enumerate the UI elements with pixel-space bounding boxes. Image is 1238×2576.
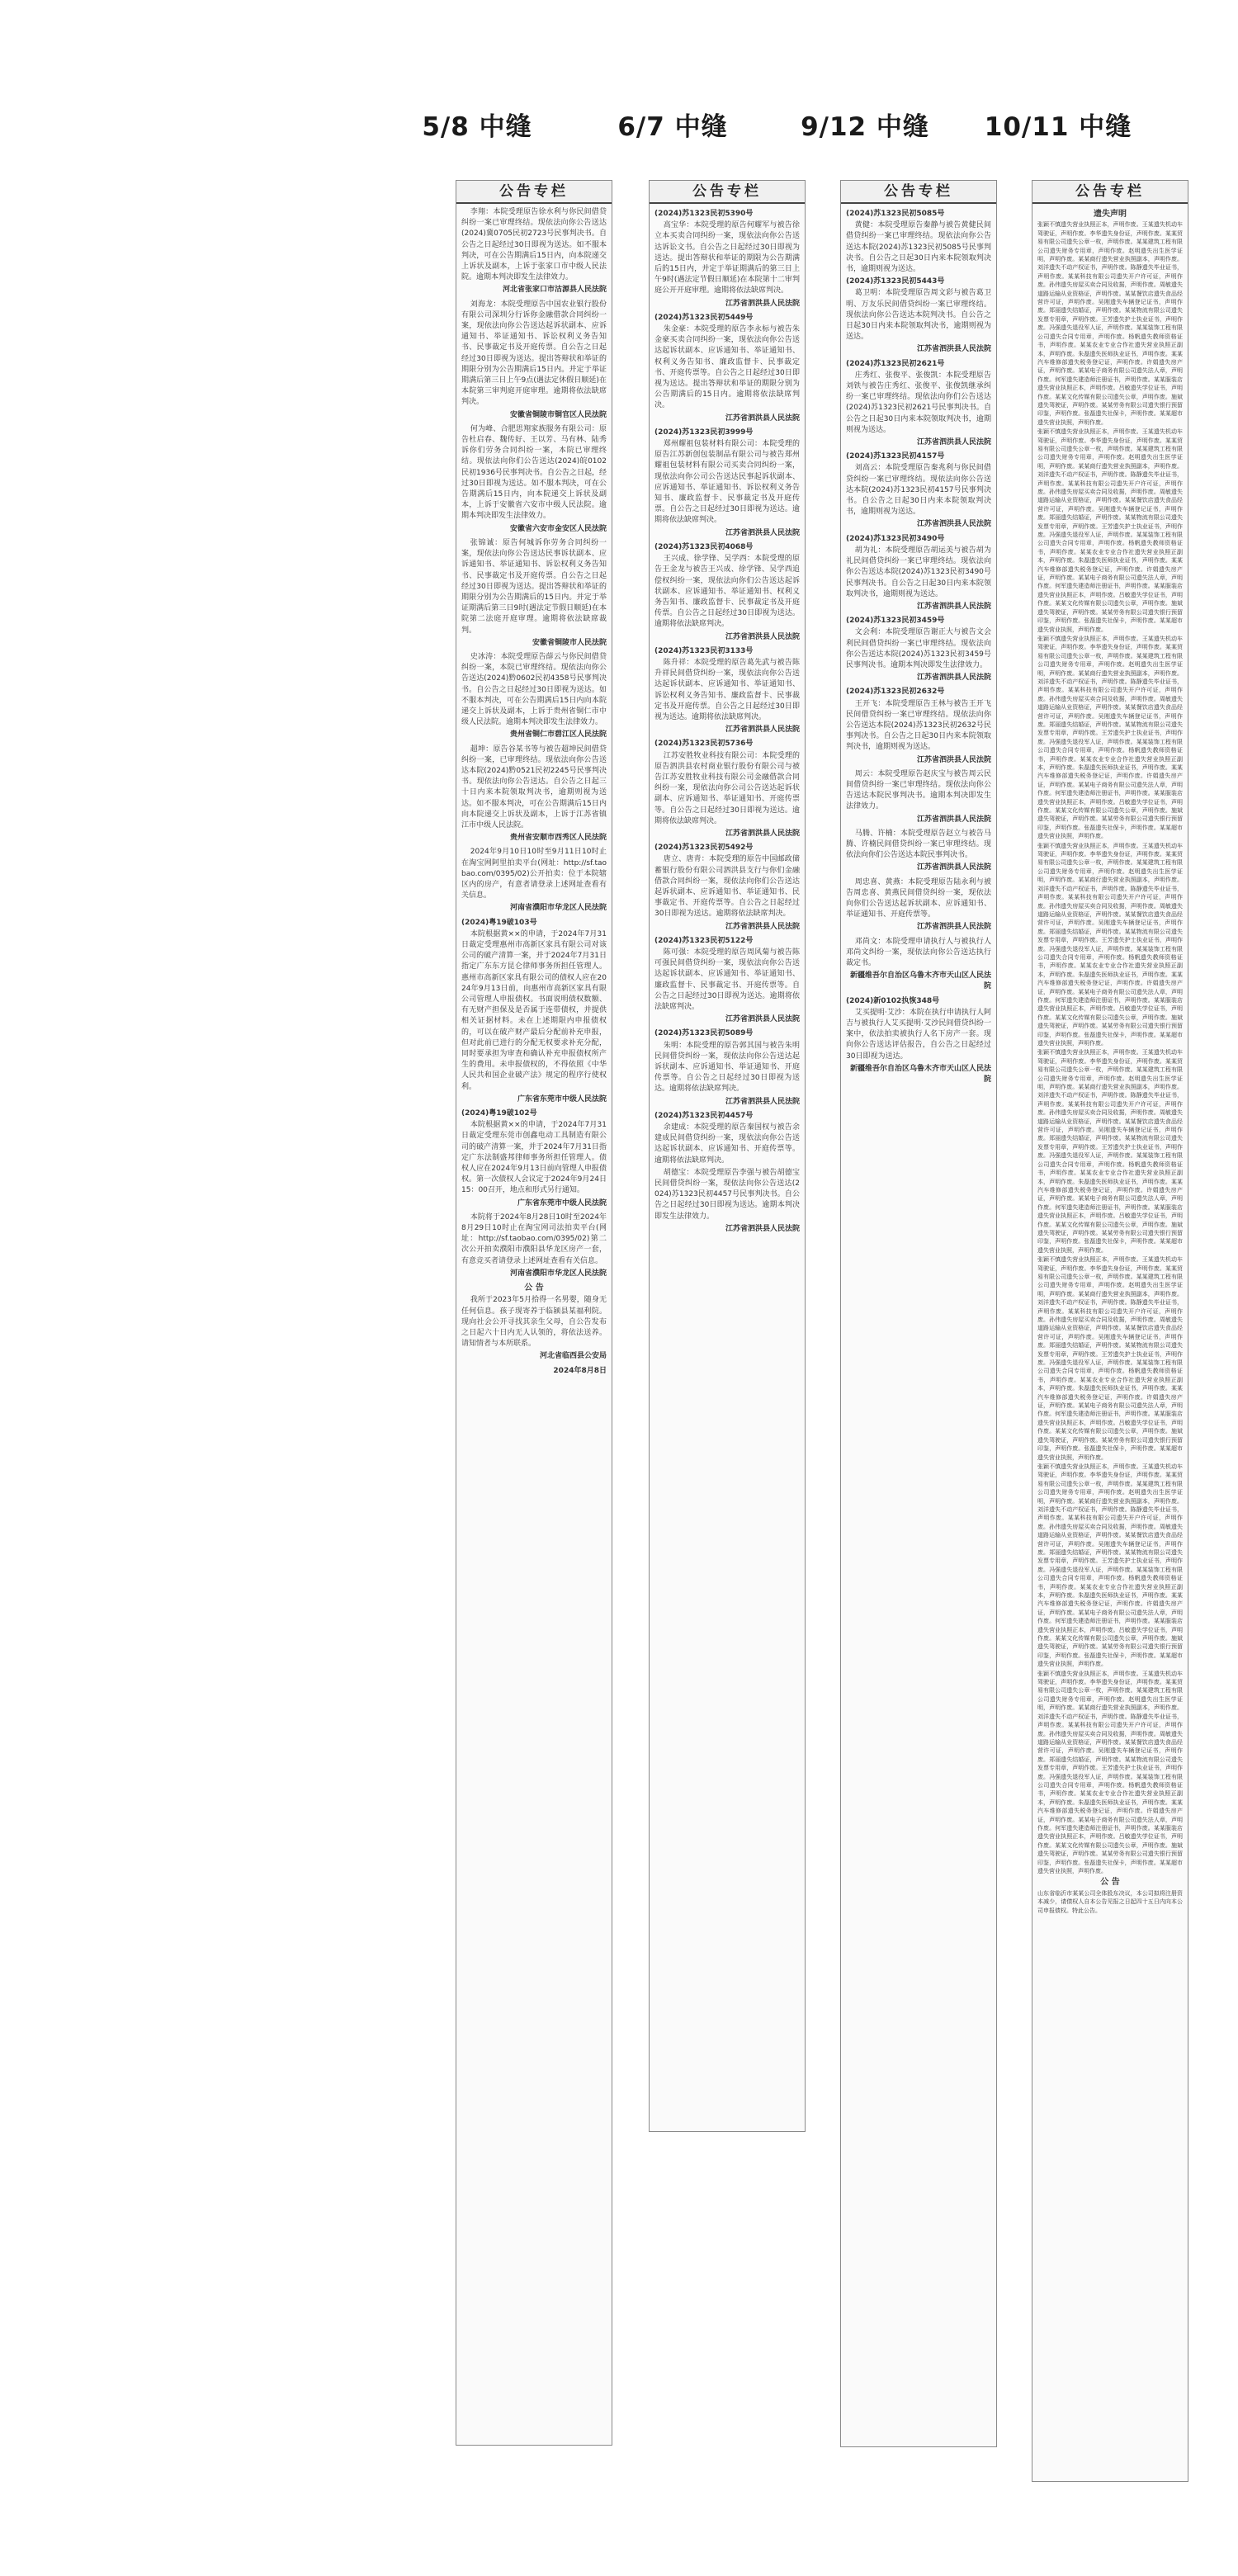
column-heading: 公告专栏 [1032,181,1188,204]
case-number: (2024)苏1323民初5122号 [654,936,754,945]
notice-paragraph: 刘高云：本院受理原告秦兆利与你民间借贷纠纷一案已审理终结。现依法向你公告送达本院(2024)苏1323民初4157号民事判决书。自公告之日起30日内来本院领取判决书，逾期则视为送达。 [846,464,991,517]
court-signature: 新疆维吾尔自治区乌鲁木齐市天山区人民法院 [849,971,991,991]
notice-paragraph: 王兴成、徐学锋、吴学西：本院受理的原告王金龙与被告王兴成、徐学锋、吴学西追偿权纠纷一案，现依法向你们公告送达起诉状副本、应诉通知书、举证通知书、权利义务告知书、廉政监督卡、民事裁定书及开庭传票。自公告之日起经过30日即视为送达。逾期将依法缺席判决。 [654,555,800,629]
case-number: (2024)苏1323民初5085号 [846,210,945,218]
court-signature: 河北省张家口市沽源县人民法院 [502,286,607,295]
notice-paragraph: 艾买提明·艾沙：本院在执行申请执行人阿吉与被执行人艾买提明·艾沙民间借贷纠纷一案中，依法拍卖被执行人名下房产一套。现向你公告送达评估报告，自公告之日起经过30日即视为送达。 [846,1008,991,1061]
court-signature: 江苏省泗洪县人民法院 [916,755,991,764]
court-signature: 江苏省泗洪县人民法院 [916,863,991,872]
column-heading: 公告专栏 [841,181,996,204]
notice-title: 公 告 [524,1283,544,1293]
notice-paragraph: 周云：本院受理原告赵庆宝与被告周云民间借贷纠纷一案已审理终结。现依法向你公告送达本院民事判决书。逾期本判决即发生法律效力。 [846,769,991,811]
notice-paragraph: 黄健：本院受理原告秦静与被告黄健民间借贷纠纷一案已审理终结。现依法向你公告送达本院(2024)苏1323民初5085号民事判决书。自公告之日起30日内来本院领取判决书，逾期则视为送达。 [846,221,991,274]
date-label-2: 6/7 中缝 [617,112,728,142]
notice-paragraph: 王开飞：本院受理原告王林与被告王开飞民间借贷纠纷一案已审理终结。现依法向你公告送达本院(2024)苏1323民初2632号民事判决书。自公告之日起30日内来本院领取判决书，逾期则视为送达。 [846,699,991,752]
column-body [841,204,996,1094]
notice-paragraph: 高宝华：本院受理的原告何耀军与被告徐立本买卖合同纠纷一案，现依法向你公告送达诉讼文书。自公告之日起经过30日即视为送达。提出答辩状和举证的期限为公告期满后的15日内，并定于举证期满后的第三日上午9时(遇法定节假日顺延)在本院第十二审判庭公开开庭审理。逾期将依法缺席判决。 [654,221,800,295]
court-signature: 江苏省泗洪县人民法院 [725,299,800,308]
case-number: (2024)苏1323民初5449号 [654,313,754,322]
lost-notice-text: 张颖不慎遗失营业执照正本，声明作废。王某遗失机动车驾驶证，声明作废。李华遗失身份证，声明作废。某某贸易有限公司遗失公章一枚，声明作废。某某建筑工程有限公司遗失财务专用章，声明作废。赵明遗失出生医学证明，声明作废。某某商行遗失营业执照副本，声明作废。刘洋遗失不动产权证书，声明作废。陈静遗失毕业证书，声明作废。某某科技有限公司遗失开户许可证，声明作废。孙伟遗失房屋买卖合同及收据，声明作废。周敏遗失道路运输从业资格证，声明作废。某某餐饮店遗失食品经营许可证，声明作废。吴刚遗失车辆登记证书，声明作废。郑丽遗失结婚证，声明作废。某某物流有限公司遗失发票专用章，声明作废。王芳遗失护士执业证书，声明作废。冯强遗失退役军人证，声明作废。某某装饰工程有限公司遗失合同专用章，声明作废。杨帆遗失教师资格证书，声明作废。某某农业专业合作社遗失营业执照正副本，声明作废。朱磊遗失医师执业证书，声明作废。某某汽车维修部遗失税务登记证，声明作废。许娟遗失房产证，声明作废。某某电子商务有限公司遗失法人章，声明作废。何军遗失建造师注册证书，声明作废。某某服装店遗失营业执照正本，声明作废。吕敏遗失学位证书，声明作废。某某文化传媒有限公司遗失公章，声明作废。施斌遗失驾驶证，声明作废。某某劳务有限公司遗失银行预留印鉴，声明作废。张磊遗失社保卡，声明作废。某某超市遗失营业执照，声明作废。 [1037,635,1183,840]
case-number: (2024)粤19破103号 [461,918,537,927]
notice-paragraph: 张锦诚：原告何城诉你劳务合同纠纷一案，现依法向你公告送达民事诉状副本、应诉通知书、举证通知书、诉讼权利义务告知书、民事裁定书及开庭传票。自公告之日起经过30日即视为送达。提出答辩状和举证的期限分别为公告期满后的15日内。并定于举证期满后第三日9时(遇法定节假日顺延)在本院第二法庭开庭审理。逾期将依法缺席裁判。 [461,538,607,635]
court-signature: 江苏省泗洪县人民法院 [725,414,800,423]
court-signature: 江苏省泗洪县人民法院 [916,923,991,932]
court-signature: 贵州省安顺市西秀区人民法院 [509,834,607,843]
court-signature: 江苏省泗洪县人民法院 [725,1224,800,1233]
notice-column-1 [456,180,612,2446]
court-signature: 广东省东莞市中级人民法院 [517,1094,607,1104]
case-number: (2024)粤19破102号 [461,1109,537,1118]
lost-notice-text: 张颖不慎遗失营业执照正本，声明作废。王某遗失机动车驾驶证，声明作废。李华遗失身份证，声明作废。某某贸易有限公司遗失公章一枚，声明作废。某某建筑工程有限公司遗失财务专用章，声明作废。赵明遗失出生医学证明，声明作废。某某商行遗失营业执照副本，声明作废。刘洋遗失不动产权证书，声明作废。陈静遗失毕业证书，声明作废。某某科技有限公司遗失开户许可证，声明作废。孙伟遗失房屋买卖合同及收据，声明作废。周敏遗失道路运输从业资格证，声明作废。某某餐饮店遗失食品经营许可证，声明作废。吴刚遗失车辆登记证书，声明作废。郑丽遗失结婚证，声明作废。某某物流有限公司遗失发票专用章，声明作废。王芳遗失护士执业证书，声明作废。冯强遗失退役军人证，声明作废。某某装饰工程有限公司遗失合同专用章，声明作废。杨帆遗失教师资格证书，声明作废。某某农业专业合作社遗失营业执照正副本，声明作废。朱磊遗失医师执业证书，声明作废。某某汽车维修部遗失税务登记证，声明作废。许娟遗失房产证，声明作废。某某电子商务有限公司遗失法人章，声明作废。何军遗失建造师注册证书，声明作废。某某服装店遗失营业执照正本，声明作废。吕敏遗失学位证书，声明作废。某某文化传媒有限公司遗失公章，声明作废。施斌遗失驾驶证，声明作废。某某劳务有限公司遗失银行预留印鉴，声明作废。张磊遗失社保卡，声明作废。某某超市遗失营业执照，声明作废。 [1037,1049,1183,1254]
notice-paragraph: 邓尚文：本院受理申请执行人与被执行人邓尚文纠纷一案，现依法向你公告送达执行裁定书。 [846,937,991,967]
notice-paragraph: 朱明：本院受理的原告郭其国与被告朱明民间借贷纠纷一案，现依法向你公告送达起诉状副本、应诉通知书、举证通知书、开庭传票等。自公告之日起经过30日即视为送达。逾期将依法缺席判决。 [654,1041,800,1094]
notice-paragraph: 唐立、唐青：本院受理的原告中国邮政储蓄银行股份有限公司泗洪县支行与你们金融借款合同纠纷一案，现依法向你们公告送达起诉状副本、应诉通知书、举证通知书、民事裁定书、开庭传票等。自公告之日起经过30日即视为送达。逾期将依法缺席判决。 [654,855,800,919]
court-signature: 江苏省泗洪县人民法院 [725,922,800,931]
column-heading: 公告专栏 [650,181,805,204]
column-body [456,204,612,1385]
notice-paragraph: 我所于2023年5月拾得一名男婴，随身无任何信息。孩子现寄养于临颍县某福利院。现向社会公开寻找其亲生父母，自公告发布之日起六十日内无人认领的，将依法送养。请知情者与本所联系。 [461,1296,607,1349]
notice-paragraph: 朱金豪：本院受理的原告李永标与被告朱金豪买卖合同纠纷一案，现依法向你公告送达起诉状副本、应诉通知书、举证通知书、权利义务告知书、廉政监督卡、民事裁定书、开庭传票等。自公告之日起经过30日即视为送达。提出答辩状和举证的期限分别为公告期满后的15日内。逾期将依法缺席判决。 [654,325,800,410]
notice-paragraph: 陈升祥：本院受理的原告葛先武与被告陈升祥民间借贷纠纷一案，现依法向你公告送达起诉状副本、应诉通知书、举证通知书、诉讼权利义务告知书、廉政监督卡、民事裁定书及开庭传票。自公告之日起经过30日即视为送达。逾期将依法缺席判决。 [654,658,800,721]
notice-paragraph: 庄秀红、张俊平、张俊凯：本院受理原告刘铁与被告庄秀红、张俊平、张俊凯继承纠纷一案已审理终结。现依法向你们公告送达(2024)苏1323民初2621号民事判决书。自公告之日起30日内来本院领取判决书，逾期则视为送达。 [846,371,991,434]
case-number: (2024)苏1323民初4157号 [846,452,945,461]
lost-notice-text: 张颖不慎遗失营业执照正本，声明作废。王某遗失机动车驾驶证，声明作废。李华遗失身份证，声明作废。某某贸易有限公司遗失公章一枚，声明作废。某某建筑工程有限公司遗失财务专用章，声明作废。赵明遗失出生医学证明，声明作废。某某商行遗失营业执照副本，声明作废。刘洋遗失不动产权证书，声明作废。陈静遗失毕业证书，声明作废。某某科技有限公司遗失开户许可证，声明作废。孙伟遗失房屋买卖合同及收据，声明作废。周敏遗失道路运输从业资格证，声明作废。某某餐饮店遗失食品经营许可证，声明作废。吴刚遗失车辆登记证书，声明作废。郑丽遗失结婚证，声明作废。某某物流有限公司遗失发票专用章，声明作废。王芳遗失护士执业证书，声明作废。冯强遗失退役军人证，声明作废。某某装饰工程有限公司遗失合同专用章，声明作废。杨帆遗失教师资格证书，声明作废。某某农业专业合作社遗失营业执照正副本，声明作废。朱磊遗失医师执业证书，声明作废。某某汽车维修部遗失税务登记证，声明作废。许娟遗失房产证，声明作废。某某电子商务有限公司遗失法人章，声明作废。何军遗失建造师注册证书，声明作废。某某服装店遗失营业执照正本，声明作废。吕敏遗失学位证书，声明作废。某某文化传媒有限公司遗失公章，声明作废。施斌遗失驾驶证，声明作废。某某劳务有限公司遗失银行预留印鉴，声明作废。张磊遗失社保卡，声明作废。某某超市遗失营业执照，声明作废。 [1037,842,1183,1047]
court-signature: 江苏省泗洪县人民法院 [916,345,991,354]
notice-paragraph: 余建成：本院受理的原告秦国权与被告余建成民间借贷纠纷一案，现依法向你公告送达起诉状副本、应诉通知书、开庭传票等。逾期将依法缺席判决。 [654,1123,800,1165]
notice-paragraph: 胡德宝：本院受理原告李强与被告胡德宝民间借贷纠纷一案，现依法向你公告送达(2024)苏1323民初4457号民事判决书。自公告之日起经过30日即视为送达。逾期本判决即发生法律效力。 [654,1168,800,1221]
court-signature: 江苏省泗洪县人民法院 [916,520,991,529]
case-number: (2024)苏1323民初3490号 [846,534,945,543]
court-signature: 江苏省泗洪县人民法院 [916,438,991,447]
case-number: (2024)苏1323民初4457号 [654,1111,754,1120]
court-signature: 广东省东莞市中级人民法院 [517,1198,607,1208]
notice-paragraph: 何为峰、合肥思翔家族服务有限公司：原告杜启春、魏传好、王以芳、马有林、陆秀诉你们劳务合同纠纷一案，本院已审理终结。现依法向你们公告送达(2024)皖0102民初1936号民事判决书。自公告之日起，经过30日即视为送达。如不服本判决，可在公告期满后15日内，向本院递交上诉状及副本，上诉于安徽省六安市中级人民法院。逾期本判决即发生法律效力。 [461,424,607,521]
notice-paragraph: 陈可强：本院受理的原告周风菊与被告陈可强民间借贷纠纷一案，现依法向你公告送达起诉状副本、应诉通知书、举证通知书、廉政监督卡、民事裁定书、开庭传票等。自公告之日起经过30日即视为送达。逾期将依法缺席判决。 [654,948,800,1012]
notice-paragraph: 江苏安胜牧业科技有限公司：本院受理的原告泗洪县农村商业银行股份有限公司与被告江苏安胜牧业科技有限公司金融借款合同纠纷一案，现依法向你公司公告送达起诉状副本、应诉通知书、举证通知书、开庭传票等。自公告之日起经过30日即视为送达。逾期将依法缺席判决。 [654,751,800,825]
court-signature: 新疆维吾尔自治区乌鲁木齐市天山区人民法院 [849,1064,991,1085]
court-signature: 江苏省泗洪县人民法院 [725,726,800,735]
notice-column-4 [1032,180,1188,2482]
court-signature: 安徽省六安市金安区人民法院 [509,524,607,533]
notice-paragraph: 山东省临沂市某某公司全体股东决议，本公司拟将注册资本减少，请债权人自本公告见报之日起四十五日内向本公司申报债权。特此公告。 [1037,1889,1183,1914]
lost-notice-text: 张颖不慎遗失营业执照正本，声明作废。王某遗失机动车驾驶证，声明作废。李华遗失身份证，声明作废。某某贸易有限公司遗失公章一枚，声明作废。某某建筑工程有限公司遗失财务专用章，声明作废。赵明遗失出生医学证明，声明作废。某某商行遗失营业执照副本，声明作废。刘洋遗失不动产权证书，声明作废。陈静遗失毕业证书，声明作废。某某科技有限公司遗失开户许可证，声明作废。孙伟遗失房屋买卖合同及收据，声明作废。周敏遗失道路运输从业资格证，声明作废。某某餐饮店遗失食品经营许可证，声明作废。吴刚遗失车辆登记证书，声明作废。郑丽遗失结婚证，声明作废。某某物流有限公司遗失发票专用章，声明作废。王芳遗失护士执业证书，声明作废。冯强遗失退役军人证，声明作废。某某装饰工程有限公司遗失合同专用章，声明作废。杨帆遗失教师资格证书，声明作废。某某农业专业合作社遗失营业执照正副本，声明作废。朱磊遗失医师执业证书，声明作废。某某汽车维修部遗失税务登记证，声明作废。许娟遗失房产证，声明作废。某某电子商务有限公司遗失法人章，声明作废。何军遗失建造师注册证书，声明作废。某某服装店遗失营业执照正本，声明作废。吕敏遗失学位证书，声明作废。某某文化传媒有限公司遗失公章，声明作废。施斌遗失驾驶证，声明作废。某某劳务有限公司遗失银行预留印鉴，声明作废。张磊遗失社保卡，声明作废。某某超市遗失营业执照，声明作废。 [1037,428,1183,633]
notice-paragraph: 本院根据黄××的申请，于2024年7月31日裁定受理东莞市创鑫电动工具制造有限公司的破产清算一案，并于2024年7月31日指定广东法制盛邦律师事务所担任管理人。债权人应在2024年9月13日前向管理人申报债权。第一次债权人会议定于2024年9月24日15：00召开，地点和形式另行通知。 [461,1121,607,1195]
court-signature: 江苏省泗洪县人民法院 [725,528,800,537]
notice-paragraph: 文会利：本院受理原告谢正大与被告文会利民间借贷纠纷一案已审理终结。现依法向你公告送达本院(2024)苏1323民初3459号民事判决书。逾期本判决即发生法律效力。 [846,628,991,669]
court-signature: 河南省濮阳市华龙区人民法院 [509,1269,607,1278]
notice-paragraph: 郑州耀祖包装材料有限公司：本院受理的原告江苏新创包装制品有限公司与被告郑州耀祖包装材料有限公司买卖合同纠纷一案，现依法向你公司公告送达民事起诉状副本、应诉通知书、举证通知书、诉讼权利义务告知书、廉政监督卡、民事裁定书及开庭传票。自公告之日起经过30日即视为送达。逾期将依法缺席判决。 [654,440,800,525]
court-signature: 江苏省泗洪县人民法院 [916,815,991,824]
notice-date: 2024年8月8日 [553,1366,607,1375]
notice-paragraph: 本院根据黄××的申请，于2024年7月31日裁定受理惠州市高新区家具有限公司对该公司的破产清算一案，并于2024年7月31日指定广东东方昆仑律师事务所担任管理人。惠州市高新区家具有限公司的债权人应在2024年9月13日前，向惠州市高新区家具有限公司管理人申报债权。书面说明债权数额、有无财产担保及是否属于连带债权，并提供相关证据材料。未在上述期限内申报债权的，可以在破产财产最后分配前补充申报，但对此前已进行的分配无权要求补充分配，同时要承担为审查和确认补充申报债权所产生的费用。未申报债权的，不得依照《中华人民共和国企业破产法》规定的程序行使权利。 [461,929,607,1091]
case-number: (2024)苏1323民初3459号 [846,617,945,626]
notice-paragraph: 2024年9月10日10时至9月11日10时止在淘宝网阿里拍卖平台(网址：http://sf.taobao.com/0395/02)公开拍卖：位于本院辖区内的房产，有意者请登录上述网址查看有关信息。 [461,848,607,900]
case-number: (2024)苏1323民初2621号 [846,359,945,368]
case-number: (2024)苏1323民初5492号 [654,844,754,853]
case-number: (2024)苏1323民初5736号 [654,740,754,749]
notice-title: 公 告 [1100,1878,1120,1888]
case-number: (2024)新0102执恢348号 [846,996,940,1005]
date-label-3: 9/12 中缝 [801,112,929,142]
court-signature: 江苏省泗洪县人民法院 [725,632,800,641]
notice-paragraph: 胡为礼：本院受理原告胡运美与被告胡为礼民间借贷纠纷一案已审理终结。现依法向你公告送达本院(2024)苏1323民初3490号民事判决书。自公告之日起30日内来本院领取判决书，逾期则视为送达。 [846,546,991,598]
lost-notice-text: 张颖不慎遗失营业执照正本，声明作废。王某遗失机动车驾驶证，声明作废。李华遗失身份证，声明作废。某某贸易有限公司遗失公章一枚，声明作废。某某建筑工程有限公司遗失财务专用章，声明作废。赵明遗失出生医学证明，声明作废。某某商行遗失营业执照副本，声明作废。刘洋遗失不动产权证书，声明作废。陈静遗失毕业证书，声明作废。某某科技有限公司遗失开户许可证，声明作废。孙伟遗失房屋买卖合同及收据，声明作废。周敏遗失道路运输从业资格证，声明作废。某某餐饮店遗失食品经营许可证，声明作废。吴刚遗失车辆登记证书，声明作废。郑丽遗失结婚证，声明作废。某某物流有限公司遗失发票专用章，声明作废。王芳遗失护士执业证书，声明作废。冯强遗失退役军人证，声明作废。某某装饰工程有限公司遗失合同专用章，声明作废。杨帆遗失教师资格证书，声明作废。某某农业专业合作社遗失营业执照正副本，声明作废。朱磊遗失医师执业证书，声明作废。某某汽车维修部遗失税务登记证，声明作废。许娟遗失房产证，声明作废。某某电子商务有限公司遗失法人章，声明作废。何军遗失建造师注册证书，声明作废。某某服装店遗失营业执照正本，声明作废。吕敏遗失学位证书，声明作废。某某文化传媒有限公司遗失公章，声明作废。施斌遗失驾驶证，声明作废。某某劳务有限公司遗失银行预留印鉴，声明作废。张磊遗失社保卡，声明作废。某某超市遗失营业执照，声明作废。 [1037,1256,1183,1461]
court-signature: 河南省濮阳市华龙区人民法院 [509,904,607,913]
lost-notice-text: 张颖不慎遗失营业执照正本，声明作废。王某遗失机动车驾驶证，声明作废。李华遗失身份证，声明作废。某某贸易有限公司遗失公章一枚，声明作废。某某建筑工程有限公司遗失财务专用章，声明作废。赵明遗失出生医学证明，声明作废。某某商行遗失营业执照副本，声明作废。刘洋遗失不动产权证书，声明作废。陈静遗失毕业证书，声明作废。某某科技有限公司遗失开户许可证，声明作废。孙伟遗失房屋买卖合同及收据，声明作废。周敏遗失道路运输从业资格证，声明作废。某某餐饮店遗失食品经营许可证，声明作废。吴刚遗失车辆登记证书，声明作废。郑丽遗失结婚证，声明作废。某某物流有限公司遗失发票专用章，声明作废。王芳遗失护士执业证书，声明作废。冯强遗失退役军人证，声明作废。某某装饰工程有限公司遗失合同专用章，声明作废。杨帆遗失教师资格证书，声明作废。某某农业专业合作社遗失营业执照正副本，声明作废。朱磊遗失医师执业证书，声明作废。某某汽车维修部遗失税务登记证，声明作废。许娟遗失房产证，声明作废。某某电子商务有限公司遗失法人章，声明作废。何军遗失建造师注册证书，声明作废。某某服装店遗失营业执照正本，声明作废。吕敏遗失学位证书，声明作废。某某文化传媒有限公司遗失公章，声明作废。施斌遗失驾驶证，声明作废。某某劳务有限公司遗失银行预留印鉴，声明作废。张磊遗失社保卡，声明作废。某某超市遗失营业执照，声明作废。 [1037,1670,1183,1874]
court-signature: 安徽省铜陵市铜官区人民法院 [509,410,607,419]
court-signature: 安徽省铜陵市人民法院 [532,638,607,647]
court-signature: 江苏省泗洪县人民法院 [725,1015,800,1024]
notice-paragraph: 本院将于2024年8月28日10时至2024年8月29日10时止在淘宝网司法拍卖平台(网址：http://sf.taobao.com/0395/02)第二次公开拍卖濮阳市濮阳县华龙区房产一套，有意竞买者请登录上述网址查看有关信息。 [461,1212,607,1265]
case-number: (2024)苏1323民初5390号 [654,210,754,218]
notice-paragraph: 史冰涛：本院受理原告薛云与你民间借贷纠纷一案，本院已审理终结。现依法向你公告送达(2024)黔0602民初4358号民事判决书。自公告之日起经过30日即视为送达。如不服本判决，可在公告期满后15日内向本院递交上诉状及副本，上诉于贵州省铜仁市中级人民法院。逾期本判决即发生法律效力。 [461,652,607,727]
court-signature: 江苏省泗洪县人民法院 [916,602,991,611]
court-signature: 江苏省泗洪县人民法院 [916,674,991,683]
notice-column-2 [649,180,806,2132]
notice-paragraph: 李翔：本院受理原告徐水利与你民间借贷纠纷一案已审理终结。现依法向你公告送达(2024)冀0705民初2723号民事判决书。自公告之日起经过30日即视为送达。如不服本判决，可在公告期满后15日内，向本院递交上诉状及副本，上诉于张家口市中级人民法院。逾期本判决即发生法律效力。 [461,208,607,282]
case-number: (2024)苏1323民初3133号 [654,646,754,655]
agency-signature: 河北省临西县公安局 [539,1352,607,1361]
date-label-1: 5/8 中缝 [422,112,532,142]
column-body [1032,204,1188,1921]
notice-paragraph: 超坤：原告谷某书等与被告超坤民间借贷纠纷一案，已审理终结。现依法向你公告送达本院(2024)黔0521民初2245号民事判决书。现依法向你公告送达。自公告之日起三十日内来本院领取判决书，逾期则视为送达。如不服本判决，可在公告期满后15日内向本院递交上诉状及副本，上诉于江苏省镇江市中级人民法院。 [461,744,607,830]
column-body [650,204,805,1243]
notice-paragraph: 葛卫明：本院受理原告周文彩与被告葛卫明、万友乐民间借贷纠纷一案已审理终结。现依法向你公告送达本院判决书。自公告之日起30日内来本院领取判决书，逾期则视为送达。 [846,289,991,342]
lost-notice-text: 张颖不慎遗失营业执照正本，声明作废。王某遗失机动车驾驶证，声明作废。李华遗失身份证，声明作废。某某贸易有限公司遗失公章一枚，声明作废。某某建筑工程有限公司遗失财务专用章，声明作废。赵明遗失出生医学证明，声明作废。某某商行遗失营业执照副本，声明作废。刘洋遗失不动产权证书，声明作废。陈静遗失毕业证书，声明作废。某某科技有限公司遗失开户许可证，声明作废。孙伟遗失房屋买卖合同及收据，声明作废。周敏遗失道路运输从业资格证，声明作废。某某餐饮店遗失食品经营许可证，声明作废。吴刚遗失车辆登记证书，声明作废。郑丽遗失结婚证，声明作废。某某物流有限公司遗失发票专用章，声明作废。王芳遗失护士执业证书，声明作废。冯强遗失退役军人证，声明作废。某某装饰工程有限公司遗失合同专用章，声明作废。杨帆遗失教师资格证书，声明作废。某某农业专业合作社遗失营业执照正副本，声明作废。朱磊遗失医师执业证书，声明作废。某某汽车维修部遗失税务登记证，声明作废。许娟遗失房产证，声明作废。某某电子商务有限公司遗失法人章，声明作废。何军遗失建造师注册证书，声明作废。某某服装店遗失营业执照正本，声明作废。吕敏遗失学位证书，声明作废。某某文化传媒有限公司遗失公章，声明作废。施斌遗失驾驶证，声明作废。某某劳务有限公司遗失银行预留印鉴，声明作废。张磊遗失社保卡，声明作废。某某超市遗失营业执照，声明作废。 [1037,1463,1183,1668]
case-number: (2024)苏1323民初4068号 [654,542,754,551]
case-number: (2024)苏1323民初3999号 [654,428,754,437]
lost-notice-title: 遗失声明 [1094,210,1127,219]
notice-column-3 [840,180,997,2447]
case-number: (2024)苏1323民初2632号 [846,688,945,697]
notice-paragraph: 周忠喜、黄燕：本院受理原告陆永利与被告周忠喜、黄燕民间借贷纠纷一案，现依法向你们公告送达起诉状副本、应诉通知书、举证通知书、开庭传票等。 [846,877,991,919]
court-signature: 贵州省铜仁市碧江区人民法院 [509,730,607,740]
column-heading: 公告专栏 [456,181,612,204]
lost-notice-text: 张颖不慎遗失营业执照正本，声明作废。王某遗失机动车驾驶证，声明作废。李华遗失身份证，声明作废。某某贸易有限公司遗失公章一枚，声明作废。某某建筑工程有限公司遗失财务专用章，声明作废。赵明遗失出生医学证明，声明作废。某某商行遗失营业执照副本，声明作废。刘洋遗失不动产权证书，声明作废。陈静遗失毕业证书，声明作废。某某科技有限公司遗失开户许可证，声明作废。孙伟遗失房屋买卖合同及收据，声明作废。周敏遗失道路运输从业资格证，声明作废。某某餐饮店遗失食品经营许可证，声明作废。吴刚遗失车辆登记证书，声明作废。郑丽遗失结婚证，声明作废。某某物流有限公司遗失发票专用章，声明作废。王芳遗失护士执业证书，声明作废。冯强遗失退役军人证，声明作废。某某装饰工程有限公司遗失合同专用章，声明作废。杨帆遗失教师资格证书，声明作废。某某农业专业合作社遗失营业执照正副本，声明作废。朱磊遗失医师执业证书，声明作废。某某汽车维修部遗失税务登记证，声明作废。许娟遗失房产证，声明作废。某某电子商务有限公司遗失法人章，声明作废。何军遗失建造师注册证书，声明作废。某某服装店遗失营业执照正本，声明作废。吕敏遗失学位证书，声明作废。某某文化传媒有限公司遗失公章，声明作废。施斌遗失驾驶证，声明作废。某某劳务有限公司遗失银行预留印鉴，声明作废。张磊遗失社保卡，声明作废。某某超市遗失营业执照，声明作废。 [1037,221,1183,426]
case-number: (2024)苏1323民初5443号 [846,277,945,286]
date-label-4: 10/11 中缝 [984,112,1132,142]
case-number: (2024)苏1323民初5089号 [654,1029,754,1038]
court-signature: 江苏省泗洪县人民法院 [725,829,800,838]
court-signature: 江苏省泗洪县人民法院 [725,1097,800,1106]
notice-paragraph: 马腾、许楠：本院受理原告赵立与被告马腾、许楠民间借贷纠纷一案已审理终结。现依法向你们公告送达本院民事判决书。 [846,829,991,860]
notice-paragraph: 刘海龙：本院受理原告中国农业银行股份有限公司深圳分行诉你金融借款合同纠纷一案，现依法向你公告送达起诉状副本、应诉通知书、举证通知书、诉讼权利义务告知书、民事裁定书及开庭传票。自公告之日起经过30日即视为送达。提出答辩状和举证的期限分别为公告期满后15日内。并定于举证期满后第三日上午9点(遇法定休假日顺延)在本院第三审判庭开庭审理。逾期将依法缺席判决。 [461,300,607,407]
